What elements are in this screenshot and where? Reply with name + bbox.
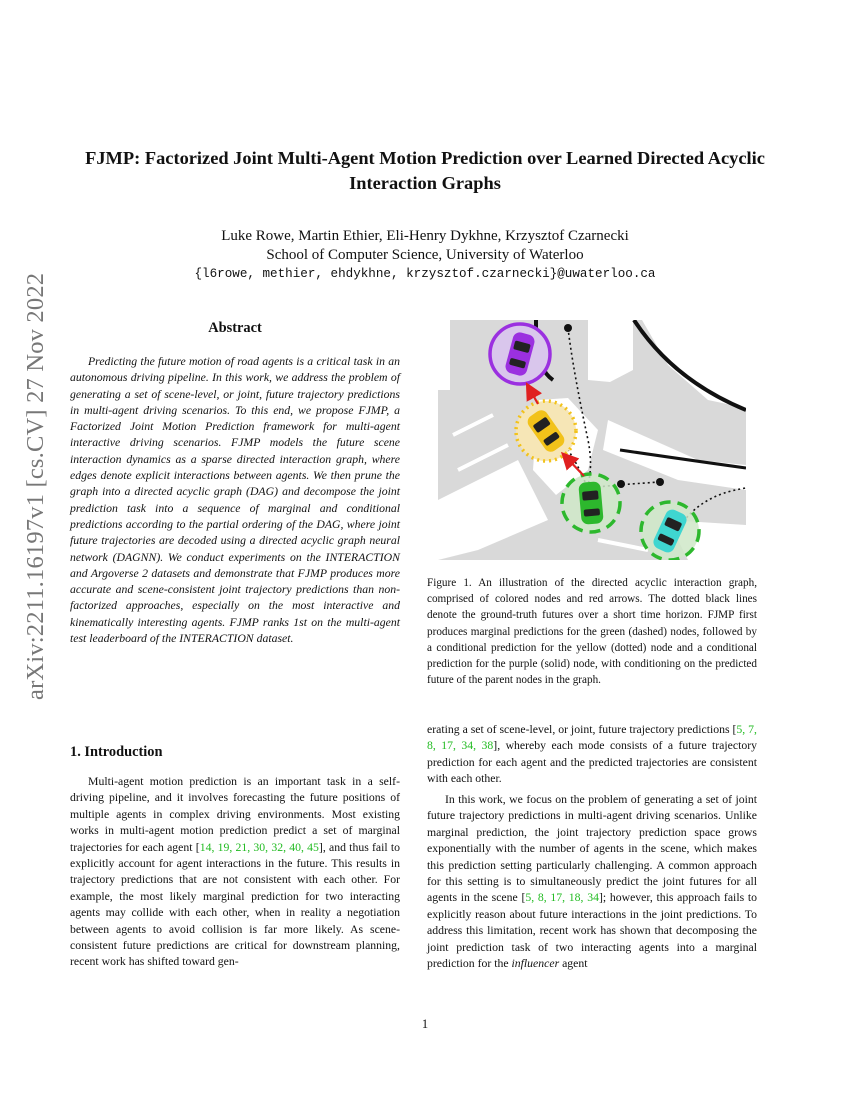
abstract-text: Predicting the future motion of road agents is a critical task in an autonomous driving pipeline. In this work, we address the problem of generating a set of scene-level, or joint, future trajectory predictions in multi-agent driving scenarios. To this end, we propose FJMP, a Factorized Joint Motion Prediction framework for multi-agent interactive driving scenarios. FJMP models the future scene interaction dynamics as a sparse directed interaction graph, where edges denote explicit interactions between agents. We then prune the graph into a directed acyclic graph (DAG) and decompose the joint prediction task into a sequence of marginal and conditional predictions according to the partial ordering of the DAG, where joint future trajectories are decoded using a directed acyclic graph neural network (DAGNN). We conduct experiments on the INTERACTION and Argoverse 2 datasets and demonstrate that FJMP produces more accurate and scene-consistent joint trajectory predictions than non-factorized approaches, especially on the most interactive and kinematically interesting agents. FJMP ranks 1st on the multi-agent test leaderboard of the INTERACTION dataset. bbox=[70, 355, 400, 646]
citation-link[interactable]: 14, 19, 21, 30, 32, 40, 45 bbox=[199, 840, 319, 854]
interaction-graph-diagram bbox=[438, 320, 746, 560]
citation-link[interactable]: 5, 8, 17, 18, 34 bbox=[525, 891, 599, 905]
path-endpoint bbox=[617, 480, 625, 488]
page-number: 1 bbox=[421, 1017, 429, 1031]
paper-title: FJMP: Factorized Joint Multi-Agent Motion Prediction over Learned Directed Acyclic Interaction Graphs bbox=[85, 148, 765, 193]
intro-paragraph-2: In this work, we focus on the problem of generating a set of joint future trajectory predictions in multi-agent driving scenarios. Unlike marginal prediction, the joint trajectory prediction space grows exponentially with the number of agents in the scene, which makes this prediction setting particularly challenging. A common approach for this setting is to simultaneously predict the joint futures for all agents in the scene [5, 8, 17, 18, 34]; however, this approach fails to explicitly reason about future interactions in the joint predictions. To address this limitation, recent work has shown that decomposing the joint prediction task of two interacting agents into a marginal prediction for the influencer agent bbox=[427, 793, 758, 971]
figure-1-caption: Figure 1. An illustration of the directed acyclic interaction graph, comprised of colored nodes and red arrows. The dotted black lines denote the ground-truth futures over a short time horizon. FJMP first produces marginal predictions for the green (dashed) nodes, followed by a conditional prediction for the yellow (dotted) node and a conditional prediction for the purple (solid) node, with conditioning on the predicted future of the parent nodes in the graph. bbox=[427, 577, 757, 687]
citation-link[interactable]: 5, 7, 8, 17, 34, 38 bbox=[427, 723, 757, 753]
author-list: Luke Rowe, Martin Ethier, Eli-Henry Dykhne, Krzysztof Czarnecki bbox=[221, 228, 629, 244]
intro-paragraph-1-cont: erating a set of scene-level, or joint, future trajectory predictions [5, 7, 8, 17, 34, 38], whereby each mode consists of a future trajectory prediction for each agent and the predicted trajectories are consistent with each other. bbox=[427, 723, 758, 786]
abstract-heading: Abstract bbox=[208, 320, 262, 336]
section-heading-introduction: 1. Introduction bbox=[70, 744, 163, 760]
arxiv-identifier: arXiv:2211.16197v1 [cs.CV] 27 Nov 2022 bbox=[22, 272, 49, 700]
author-emails: {l6rowe, methier, ehdykhne, krzysztof.czarnecki}@uwaterloo.ca bbox=[194, 267, 656, 281]
figure-1-illustration bbox=[438, 320, 746, 560]
green-car bbox=[578, 481, 604, 525]
path-endpoint bbox=[656, 478, 664, 486]
road-island bbox=[588, 320, 633, 382]
road-island bbox=[438, 320, 450, 390]
affiliation: School of Computer Science, University of Waterloo bbox=[266, 247, 584, 263]
path-endpoint bbox=[564, 324, 572, 332]
intro-paragraph-1: Multi-agent motion prediction is an important task in a self-driving pipeline, and it involves forecasting the future positions of multiple agents in complex driving environments. Most existing works in multi-agent motion prediction predict a set of marginal trajectories for each agent [14, 19, 21, 30, 32, 40, 45], and thus fail to explicitly account for agent interactions in the future. This results in trajectory predictions that are not consistent with each other. For example, the most likely marginal prediction for two interacting agents may collide with each other, when in reality a negotiation between agents to avoid collision is far more likely. As scene-consistent future predictions are critical for downstream planning, recent work has shifted toward gen- bbox=[70, 775, 401, 969]
